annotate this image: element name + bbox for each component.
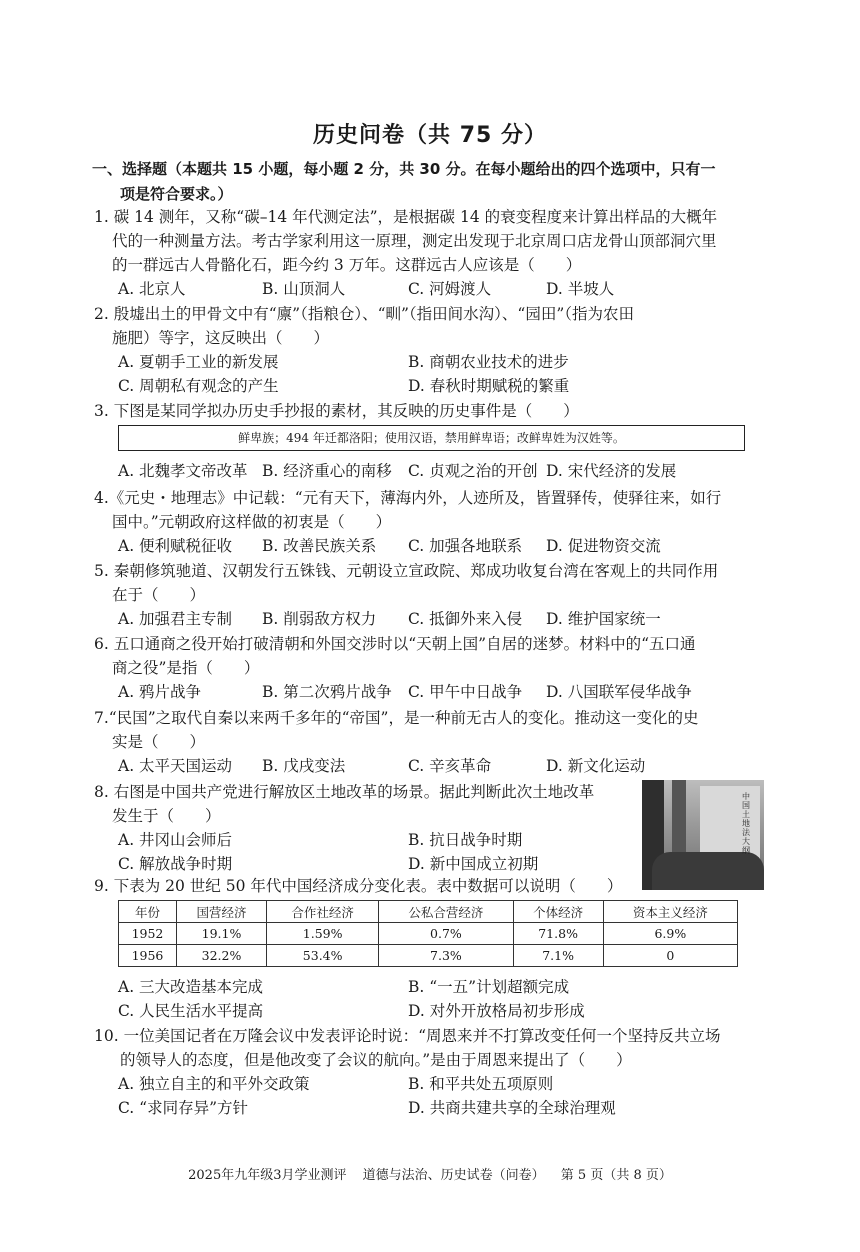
option-c[interactable]: C. 人民生活水平提高 [118,1002,264,1020]
table-cell: 0.7% [379,923,513,945]
question-stem-line: 发生于（ ） [112,807,221,825]
table-cell: 32.2% [176,945,266,967]
question-stem-line: 7.“民国”之取代自秦以来两千多年的“帝国”，是一种前无古人的变化。推动这一变化的史 [94,709,699,727]
table-cell: 7.3% [379,945,513,967]
table-row [119,923,738,945]
question-stem-line: 3. 下图是某同学拟办历史手抄报的素材，其反映的历史事件是（ ） [94,402,579,420]
option-b[interactable]: B. 戊戌变法 [262,757,346,775]
option-d[interactable]: D. 对外开放格局初步形成 [408,1002,585,1020]
option-a[interactable]: A. 便利赋税征收 [118,537,233,555]
table-cell: 1952 [119,923,177,945]
question-stem-line: 8. 右图是中国共产党进行解放区土地改革的场景。据此判断此次土地改革 [94,783,595,801]
question-6 [94,632,774,704]
option-d[interactable]: D. 八国联军侵华战争 [546,683,692,701]
option-c[interactable]: C. 辛亥革命 [408,757,492,775]
page-footer [0,1164,860,1183]
option-d[interactable]: D. 宋代经济的发展 [546,462,677,480]
question-stem-line: 施肥）等字，这反映出（ ） [112,329,330,347]
economy-table [118,900,738,967]
table-row [119,945,738,967]
option-d[interactable]: D. 共商共建共享的全球治理观 [408,1099,616,1117]
table-cell: 0 [603,945,737,967]
question-8 [94,780,634,876]
option-c[interactable]: C. 加强各地联系 [408,537,523,555]
table-cell: 1956 [119,945,177,967]
section-heading-line2: 项是符合要求。） [120,185,233,203]
option-a[interactable]: A. 加强君主专制 [118,610,233,628]
option-b[interactable]: B. 第二次鸦片战争 [262,683,392,701]
option-a[interactable]: A. 太平天国运动 [118,757,233,775]
question-stem-line: 的领导人的态度，但是他改变了会议的航向。”是由于周恩来提出了（ ） [120,1051,632,1069]
option-a[interactable]: A. 独立自主的和平外交政策 [118,1075,310,1093]
table-cell: 71.8% [513,923,603,945]
option-c[interactable]: C. 河姆渡人 [408,280,492,298]
option-b[interactable]: B. 经济重心的南移 [262,462,392,480]
option-d[interactable]: D. 新文化运动 [546,757,646,775]
table-header-cell: 年份 [119,901,177,923]
material-box: 鲜卑族；494 年迁都洛阳；使用汉语，禁用鲜卑语；改鲜卑姓为汉姓等。 [118,425,745,451]
question-stem-line: 商之役”是指（ ） [112,659,260,677]
table-header-cell: 国营经济 [176,901,266,923]
table-cell: 19.1% [176,923,266,945]
option-a[interactable]: A. 井冈山会师后 [118,831,233,849]
option-d[interactable]: D. 春秋时期赋税的繁重 [408,377,570,395]
option-b[interactable]: B. 改善民族关系 [262,537,377,555]
question-stem-line: 在于（ ） [112,586,206,604]
option-d[interactable]: D. 促进物资交流 [546,537,661,555]
question-stem-line: 6. 五口通商之役开始打破清朝和外国交涉时以“天朝上国”自居的迷梦。材料中的“五口通 [94,635,696,653]
question-4 [94,486,774,558]
option-b[interactable]: B. 商朝农业技术的进步 [408,353,569,371]
question-stem-line: 1. 碳 14 测年，又称“碳–14 年代测定法”，是根据碳 14 的衰变程度来计算出样品的大概年 [94,208,718,226]
footer-page-number: 第 5 页（共 8 页） [560,1168,672,1183]
option-b[interactable]: B. 削弱敌方权力 [262,610,377,628]
question-stem-line: 代的一种测量方法。考古学家利用这一原理，测定出发现于北京周口店龙骨山顶部洞穴里 [112,232,717,250]
option-a[interactable]: A. 北京人 [118,280,186,298]
option-d[interactable]: D. 维护国家统一 [546,610,661,628]
page-title: 历史问卷（共 75 分） [313,123,547,148]
question-7 [94,706,774,778]
question-1 [94,205,774,301]
option-c[interactable]: C. 解放战争时期 [118,855,233,873]
question-stem-line: 4.《元史・地理志》中记载：“元有天下，薄海内外，人迹所及，皆置驿传，使驿往来，如行 [94,489,722,507]
option-b[interactable]: B. 和平共处五项原则 [408,1075,554,1093]
section-heading-line1: 一、选择题（本题共 15 小题，每小题 2 分，共 30 分。在每小题给出的四个选项中，只有一 [92,160,716,178]
option-a[interactable]: A. 北魏孝文帝改革 [118,462,248,480]
option-c[interactable]: C. 周朝私有观念的产生 [118,377,279,395]
option-a[interactable]: A. 鸦片战争 [118,683,202,701]
table-cell: 53.4% [267,945,379,967]
table-header-row [119,901,738,923]
option-a[interactable]: A. 夏朝手工业的新发展 [118,353,279,371]
option-b[interactable]: B. 抗日战争时期 [408,831,523,849]
footer-subject: 道德与法治、历史试卷（问卷） [362,1168,545,1183]
footer-exam-name: 2025年九年级3月学业测评 [188,1168,347,1183]
option-c[interactable]: C. 贞观之治的开创 [408,462,538,480]
option-b[interactable]: B. 山顶洞人 [262,280,346,298]
question-3 [94,399,774,423]
table-header-cell: 资本主义经济 [603,901,737,923]
question-stem-line: 国中。”元朝政府这样做的初衷是（ ） [112,513,392,531]
table-header-cell: 合作社经济 [267,901,379,923]
question-stem-line: 实是（ ） [112,733,206,751]
table-cell: 6.9% [603,923,737,945]
question-stem-line: 2. 殷墟出土的甲骨文中有“廪”（指粮仓）、“甽”（指田间水沟）、“园田”（指为农田 [94,305,635,323]
question-5 [94,559,774,631]
question-10 [94,1024,774,1120]
photo-caption-text: 中国土地法大纲 [742,792,750,855]
question-9 [94,874,774,898]
question-stem-line: 9. 下表为 20 世纪 50 年代中国经济成分变化表。表中数据可以说明（ ） [94,877,623,895]
option-b[interactable]: B. “一五”计划超额完成 [408,978,570,996]
question-stem-line: 5. 秦朝修筑驰道、汉朝发行五铢钱、元朝设立宣政院、郑成功收复台湾在客观上的共同作用 [94,562,719,580]
question-3-options [94,459,774,483]
option-d[interactable]: D. 半坡人 [546,280,615,298]
option-c[interactable]: C. “求同存异”方针 [118,1099,249,1117]
question-stem-line: 10. 一位美国记者在万隆会议中发表评论时说：“周恩来并不打算改变任何一个坚持反共立场 [94,1027,721,1045]
question-stem-line: 的一群远古人骨骼化石，距今约 3 万年。这群远古人应该是（ ） [112,256,582,274]
section-heading [92,157,772,207]
option-c[interactable]: C. 抵御外来入侵 [408,610,523,628]
table-cell: 1.59% [267,923,379,945]
option-d[interactable]: D. 新中国成立初期 [408,855,539,873]
table-header-cell: 个体经济 [513,901,603,923]
option-a[interactable]: A. 三大改造基本完成 [118,978,264,996]
table-header-cell: 公私合营经济 [379,901,513,923]
question-2 [94,302,774,398]
option-c[interactable]: C. 甲午中日战争 [408,683,523,701]
question-9-options [94,975,774,1023]
table-cell: 7.1% [513,945,603,967]
